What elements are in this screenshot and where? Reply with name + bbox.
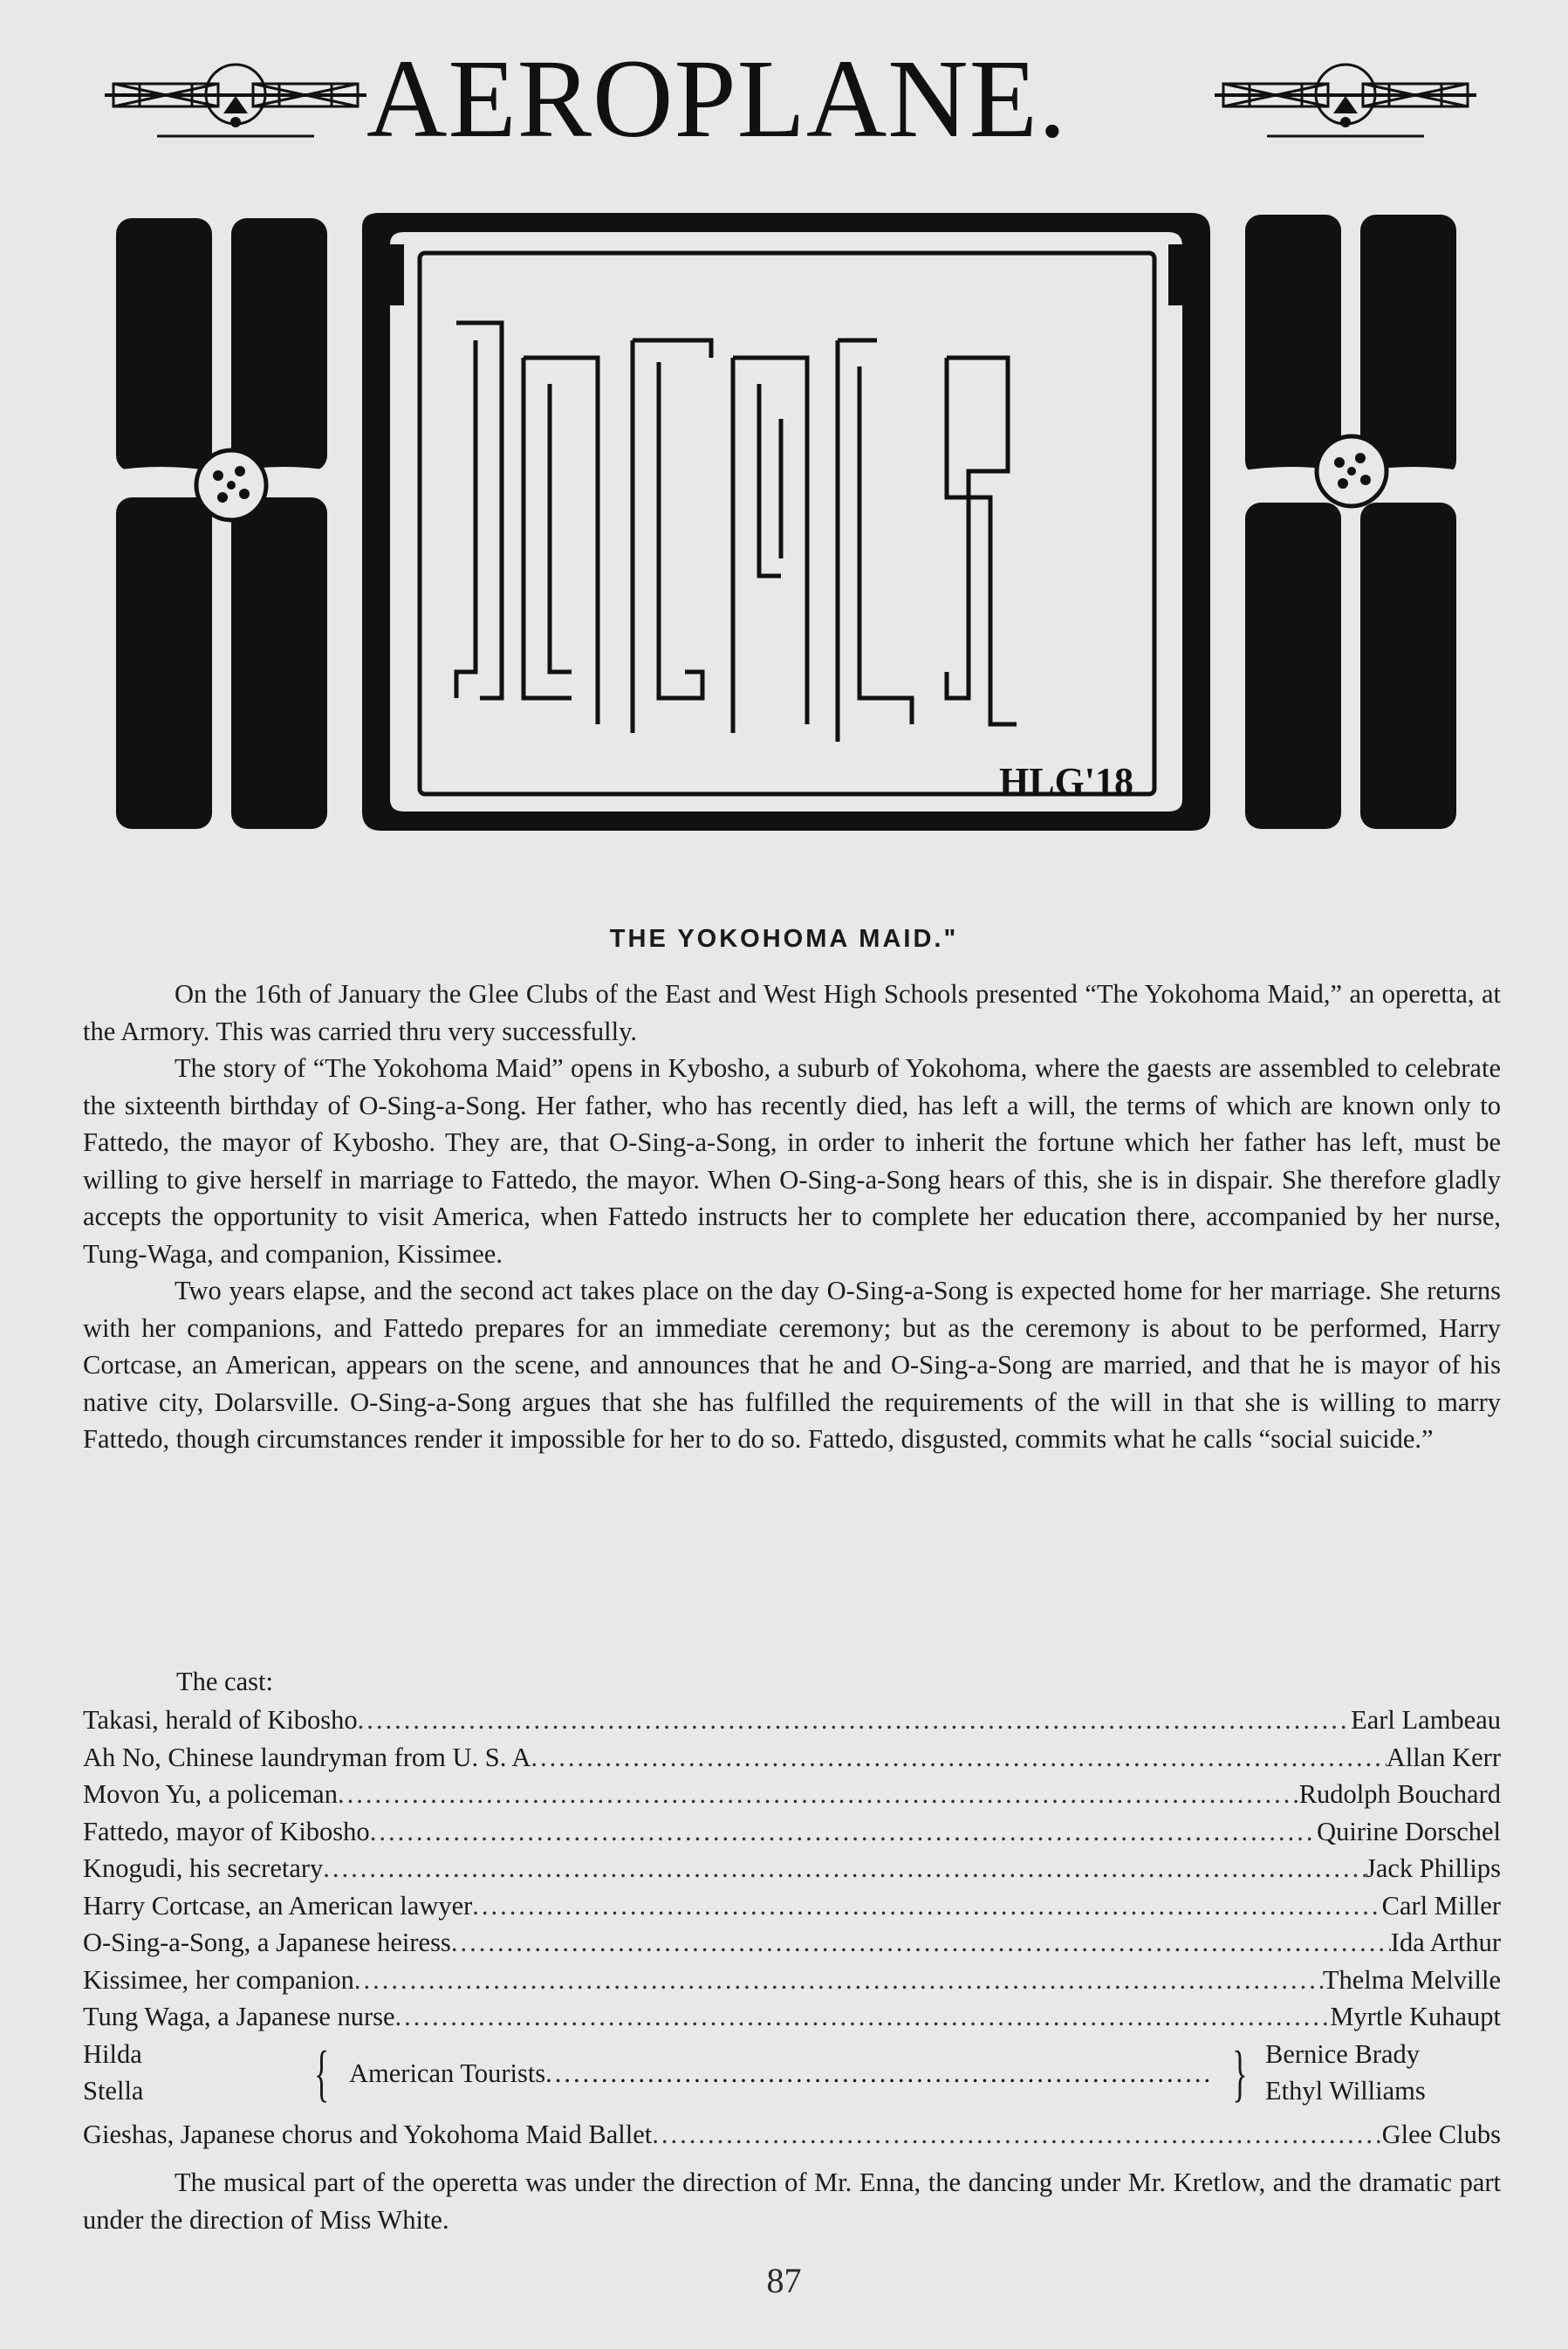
leader-dots xyxy=(545,2055,1213,2092)
cast-role: Ah No, Chinese laundryman from U. S. A xyxy=(83,1742,531,1772)
cast-actor: Earl Lambeau xyxy=(1351,1705,1501,1735)
left-brace: { xyxy=(314,2037,330,2108)
cast-role: Tung Waga, a Japanese nurse xyxy=(83,2002,395,2031)
masthead-title: AEROPLANE. xyxy=(366,37,1067,161)
leader-dots xyxy=(531,1739,1386,1777)
cast-role: Movon Yu, a policeman xyxy=(83,1779,338,1809)
paragraph: Two years elapse, and the second act takes place on the day O-Sing-a-Song is expected home for her marriage. She returns with her companions, and Fattedo prepares for an immediate ceremony; but as the ceremony is about to be performed, Harry Cortcase, an American, appears on the scene, and announces that he and O-Sing-a-Song are married, and that he is mayor of his native city, Dolarsville. O-Sing-a-Song argues that she has fulfilled the requirements of the will in that she is willing to marry Fattedo, though circumstances render it impossible for her to do so. Fattedo, disgusted, commits what he calls “social suicide.” xyxy=(83,1276,1501,1454)
cast-row xyxy=(83,2116,1501,2154)
right-brace: } xyxy=(1232,2037,1248,2108)
cast-row xyxy=(83,1850,1501,1887)
locals-banner xyxy=(109,209,1470,838)
cast-role: O-Sing-a-Song, a Japanese heiress xyxy=(83,1928,451,1957)
paragraph: On the 16th of January the Glee Clubs of the East and West High Schools presented “The Yokohoma Maid,” an operetta, at the Armory. This was carried thru very successfully. xyxy=(83,979,1501,1046)
tourist-actor: Ethyl Williams xyxy=(1265,2076,1426,2106)
cast-row xyxy=(83,1702,1501,1739)
leader-dots xyxy=(451,1924,1391,1962)
cast-row xyxy=(83,1924,1501,1962)
leader-dots xyxy=(395,1998,1331,2036)
leader-dots xyxy=(652,2116,1381,2154)
cast-actor: Jack Phillips xyxy=(1365,1853,1501,1883)
leader-dots xyxy=(323,1850,1366,1887)
cast-label: The cast: xyxy=(176,1667,273,1696)
cast-row xyxy=(83,1813,1501,1851)
cast-actor: Allan Kerr xyxy=(1386,1742,1501,1772)
biplane-icon xyxy=(105,51,366,155)
cast-list xyxy=(83,1702,1501,2153)
article-title: THE YOKOHOMA MAID." xyxy=(609,925,959,953)
tourist-actors xyxy=(1265,2036,1501,2110)
cast-role: Kissimee, her companion xyxy=(83,1964,354,1995)
paragraph: The musical part of the operetta was under the direction of Mr. Enna, the dancing under Mr. Kretlow, and the dramatic part under the direction of Miss White. xyxy=(83,2168,1501,2235)
cast-row xyxy=(83,1739,1501,1777)
cast-actor: Quirine Dorschel xyxy=(1317,1816,1501,1846)
cast-row xyxy=(83,1962,1501,1999)
cast-actor: Carl Miller xyxy=(1381,1890,1501,1921)
tourists-group xyxy=(83,2036,1501,2116)
leader-dots xyxy=(354,1962,1323,1999)
cast-row xyxy=(83,1887,1501,1925)
right-propeller-icon xyxy=(1238,215,1467,829)
banner-signature: HLG'18 xyxy=(999,760,1134,803)
closing-paragraph xyxy=(83,2164,1501,2238)
header xyxy=(0,24,1568,161)
leader-dots xyxy=(358,1702,1351,1739)
leader-dots xyxy=(370,1813,1317,1851)
tourist-actor: Bernice Brady xyxy=(1265,2038,1420,2069)
cast-row xyxy=(83,1776,1501,1813)
paragraph: The story of “The Yokohoma Maid” opens in Kybosho, a suburb of Yokohoma, where the gaests are assembled to celebrate the sixteenth birthday of O-Sing-a-Song. Her father, who has recently died, has left a will, the terms of which are known only to Fattedo, the mayor of Kybosho. They are, that O-Sing-a-Song, in order to inherit the fortune which her father has left, must be willing to give herself in marriage to Fattedo, the mayor. When O-Sing-a-Song hears of this, she is in dispair. She therefore gladly accepts the opportunity to visit America, when Fattedo instructs her to complete her education there, accompanied by her nurse, Tung-Waga, and companion, Kissimee. xyxy=(83,1053,1501,1269)
leader-dots xyxy=(472,1887,1381,1925)
tourist-group-label-row xyxy=(349,2055,1213,2092)
cast-role: Harry Cortcase, an American lawyer xyxy=(83,1890,473,1921)
cast-actor: Myrtle Kuhaupt xyxy=(1330,2002,1501,2031)
cast-actor: Thelma Melville xyxy=(1322,1964,1501,1995)
cast-actor: Ida Arthur xyxy=(1390,1928,1501,1957)
cast-role: Takasi, herald of Kibosho xyxy=(83,1705,358,1735)
leader-dots xyxy=(338,1776,1299,1813)
page-number: 87 xyxy=(766,2261,802,2300)
cast-actor: Rudolph Bouchard xyxy=(1298,1779,1501,1809)
cast-role: Gieshas, Japanese chorus and Yokohoma Maid Ballet xyxy=(83,2119,653,2149)
biplane-icon xyxy=(1215,51,1476,155)
cast-row xyxy=(83,1998,1501,2036)
tourist-name: Stella xyxy=(83,2076,144,2106)
tourist-names xyxy=(83,2036,143,2110)
cast-role: Knogudi, his secretary xyxy=(83,1853,324,1883)
left-propeller-icon xyxy=(109,218,336,829)
cast-role: Fattedo, mayor of Kibosho xyxy=(83,1816,370,1846)
tourist-group-label: American Tourists xyxy=(349,2058,546,2088)
cast-actor: Glee Clubs xyxy=(1381,2119,1501,2149)
article-body xyxy=(83,976,1501,1458)
tourist-name: Hilda xyxy=(83,2038,142,2069)
